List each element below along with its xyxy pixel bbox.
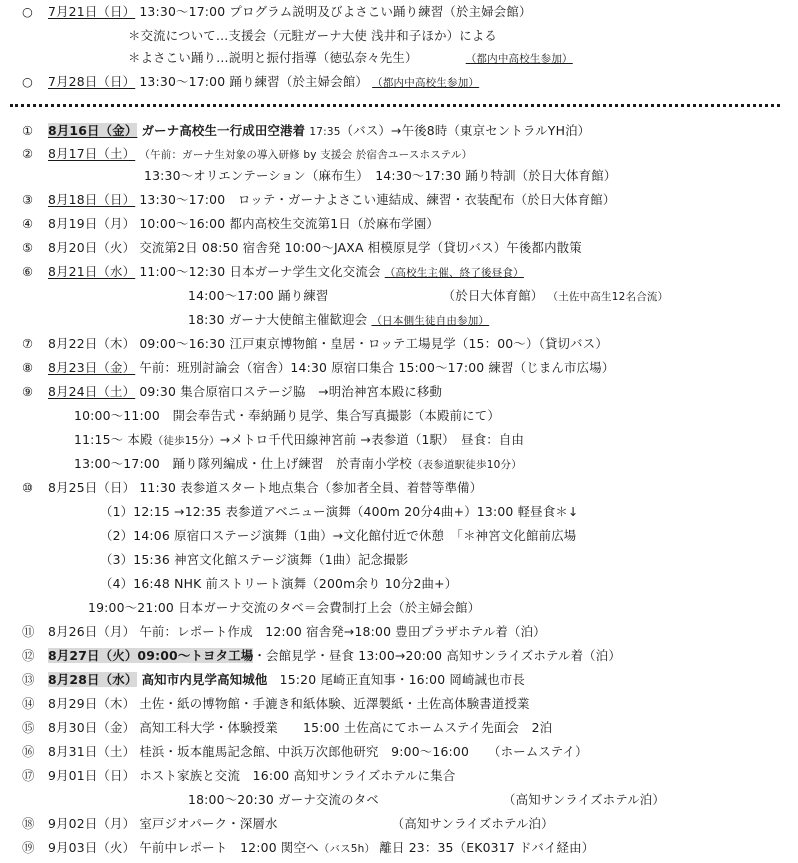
row-detail-2: （高知サンライズホテル泊） [391,816,554,831]
row-cont: （3）15:36 神宮文化館ステージ演舞（1曲）記念撮影 [100,552,409,567]
item-number: ④ [22,216,34,231]
row-sub: ＊交流について…支援会（元駐ガーナ大使 浅井和子ほか）による [128,28,498,43]
schedule-cont-9b [74,430,524,450]
schedule-row-2 [22,144,472,164]
schedule-row-17 [22,766,455,786]
july-sub-1 [128,26,497,46]
row-date: 7月28日（日） [48,74,136,89]
row-detail: 09:30 集合原宿口ステージ脇 →明治神宮本殿に移動 [139,384,443,399]
row-date: 8月27日（火） [48,648,138,663]
schedule-row-12 [22,646,621,666]
row-date: 8月30日（金） [48,720,136,735]
row-date: 8月18日（日） [48,192,136,207]
schedule-row-4 [22,214,439,234]
row-highlight: 09:00～トヨタ工場 [137,648,254,663]
bullet-circle: ○ [22,74,34,89]
row-detail: 09:00～16:30 江戸東京博物館・皇居・ロッテ工場見学（15：00～）（貸切バス） [139,336,608,351]
row-title: プログラム説明及びよさこい踊り練習（於主婦会館） [229,4,532,19]
schedule-row-16 [22,742,588,762]
row-cont: 13:30～オリエンテーション（麻布生） 14:30～17:30 踊り特訓（於日大体育館） [144,168,617,183]
schedule-cont-2 [144,166,616,186]
schedule-row-5 [22,238,582,258]
item-number: ⑮ [22,720,35,735]
item-number: ⑨ [22,384,34,399]
row-detail: 11:00～12:30 日本ガーナ学生文化交流会 [139,264,381,279]
row-detail: （高知サンライズホテル泊） [503,792,665,807]
row-detail: 土佐・紙の博物館・手漉き和紙体験、近澤製紙・土佐高体験書道授業 [139,696,530,711]
row-detail: （於日大体育館） [442,288,544,303]
july-row-1 [22,2,532,22]
item-number: ⑪ [22,624,35,639]
row-small: （バス5h） [318,843,376,855]
item-number: ⑱ [22,816,35,831]
schedule-row-7 [22,334,608,354]
row-detail: →メトロ千代田線神宮前 →表参道（1駅） 昼食：自由 [219,432,525,447]
row-time: 13:30～17:00 [139,74,226,89]
row-small: 17:35 [309,126,341,138]
row-detail-2: 離日 23：35（EK0317 ドバイ経由） [379,840,595,855]
july-sub-2 [128,48,573,68]
item-number: ③ [22,192,34,207]
item-number: ⑬ [22,672,35,687]
row-date: 8月25日（日） [48,480,136,495]
schedule-row-18 [22,814,554,834]
row-note: （高校生主催、終了後昼食） [384,267,524,279]
item-number: ⑩ [22,480,34,495]
schedule-cont-9a [74,406,500,426]
row-date: 8月17日（土） [48,146,136,161]
row-date: 8月19日（月） [48,216,136,231]
row-date: 9月02日（月） [48,816,136,831]
schedule-cont-10c [100,550,408,570]
schedule-cont-17 [188,790,665,810]
row-sub: ＊よさこい踊り…説明と振付指導（徳弘奈々先生） [128,50,418,65]
row-date: 8月24日（土） [48,384,136,399]
schedule-row-10 [22,478,482,498]
row-detail: （バス）→午後8時（東京セントラルYH泊） [340,123,591,138]
row-cont: 10:00～11:00 開会奉告式・奉納踊り見学、集合写真撮影（本殿前にて） [74,408,500,423]
schedule-row-9 [22,382,442,402]
row-date: 8月28日（水） [48,672,138,687]
item-number: ① [22,123,34,138]
row-small: （表参道駅徒歩10分） [411,459,522,471]
row-highlight: ガーナ高校生一行成田空港着 [141,123,306,138]
item-number: ② [22,146,34,161]
item-number: ⑲ [22,840,35,855]
row-title: 踊り練習（於主婦会館） [229,74,368,89]
schedule-cont-10b [100,526,576,546]
row-date: 7月21日（日） [48,4,136,19]
schedule-row-8 [22,358,614,378]
row-date: 8月26日（月） [48,624,136,639]
schedule-row-1 [22,121,590,141]
row-cont: （2）14:06 原宿口ステージ演舞（1曲）→文化館付近で休憩 「＊神宮文化館前広場 [100,528,577,543]
schedule-row-19 [22,838,594,858]
row-note: （都内中高校生参加） [465,53,573,65]
row-note: （土佐中高生12名合流） [547,291,669,303]
schedule-row-15 [22,718,552,738]
row-detail: 交流第2日 08:50 宿舎発 10:00～JAXA 相模原見学（貸切バス）午後都内散策 [139,240,582,255]
row-cont: 18:30 ガーナ大使館主催歓迎会 [188,312,368,327]
row-detail: 13:30～17:00 ロッテ・ガーナよさこい連結成、練習・衣装配布（於日大体育館） [139,192,616,207]
item-number: ⑫ [22,648,35,663]
row-cont: 14:00～17:00 踊り練習 [188,288,329,303]
row-detail: 室戸ジオパーク・深層水 [139,816,278,831]
row-detail: ・会館見学・昼食 13:00→20:00 高知サンライズホテル着（泊） [253,648,621,663]
row-date: 8月23日（金） [48,360,136,375]
item-number: ⑭ [22,696,35,711]
row-small: （午前：ガーナ生対象の導入研修 by 支援会 於宿舎ユースホステル） [139,149,473,161]
row-cont: 18:00～20:30 ガーナ交流のタベ [188,792,379,807]
schedule-row-11 [22,622,546,642]
item-number: ⑰ [22,768,35,783]
schedule-cont-10a [100,502,579,522]
row-date: 8月21日（水） [48,264,136,279]
item-number: ⑤ [22,240,34,255]
row-date: 9月03日（火） [48,840,136,855]
row-detail: 高知工科大学・体験授業 15:00 土佐高にてホームステイ先面会 2泊 [139,720,553,735]
row-date: 8月20日（火） [48,240,136,255]
row-note: （都内中高校生参加） [372,77,480,89]
item-number: ⑯ [22,744,35,759]
section-divider [10,104,780,107]
schedule-cont-9c [74,454,522,474]
row-date: 8月31日（土） [48,744,136,759]
row-detail: 15:20 尾崎正直知事・16:00 岡崎誠也市長 [279,672,525,687]
row-time: 13:30～17:00 [139,4,226,19]
schedule-row-3 [22,190,615,210]
row-detail: 桂浜・坂本龍馬記念館、中浜万次郎他研究 9:00～16:00 （ホームステイ） [139,744,588,759]
schedule-cont-10d [100,574,457,594]
schedule-cont-6a [188,286,668,306]
item-number: ⑥ [22,264,34,279]
row-cont: 19:00～21:00 日本ガーナ交流のタベ＝会費制打上会（於主婦会館） [88,600,481,615]
row-cont: 13:00～17:00 踊り隊列編成・仕上げ練習 於青南小学校 [74,456,412,471]
row-detail: 午前：班別討論会（宿舎）14:30 原宿口集合 15:00～17:00 練習（じまん市広場） [139,360,615,375]
row-cont: （4）16:48 NHK 前ストリート演舞（200m余り 10分2曲+） [100,576,458,591]
row-detail: 11:30 表参道スタート地点集合（参加者全員、着替等準備） [139,480,483,495]
row-date: 8月16日（金） [48,123,138,138]
row-detail: 午前中レポート 12:00 関空へ [139,840,319,855]
row-date: 8月29日（木） [48,696,136,711]
row-date: 8月22日（木） [48,336,136,351]
row-detail: 10:00～16:00 都内高校生交流第1日（於麻布学園） [139,216,440,231]
july-row-2 [22,72,479,92]
row-date: 9月01日（日） [48,768,136,783]
row-cont: （1）12:15 →12:35 表参道アベニュー演舞（400m 20分4曲+）13:00 軽昼食＊↓ [100,504,579,519]
item-number: ⑧ [22,360,34,375]
row-detail: ホスト家族と交流 16:00 高知サンライズホテルに集合 [139,768,456,783]
row-detail: 午前：レポート作成 12:00 宿舎発→18:00 豊田プラザホテル着（泊） [139,624,546,639]
schedule-cont-6b [188,310,489,330]
row-highlight: 高知市内見学高知城他 [141,672,268,687]
schedule-row-6 [22,262,524,282]
row-note: （日本側生徒自由参加） [371,315,490,327]
item-number: ⑦ [22,336,34,351]
row-small: （徒歩15分） [152,435,220,447]
row-cont: 11:15～ 本殿 [74,432,153,447]
bullet-circle: ○ [22,4,34,19]
schedule-cont-10e [88,598,480,618]
schedule-row-14 [22,694,530,714]
schedule-row-13 [22,670,525,690]
